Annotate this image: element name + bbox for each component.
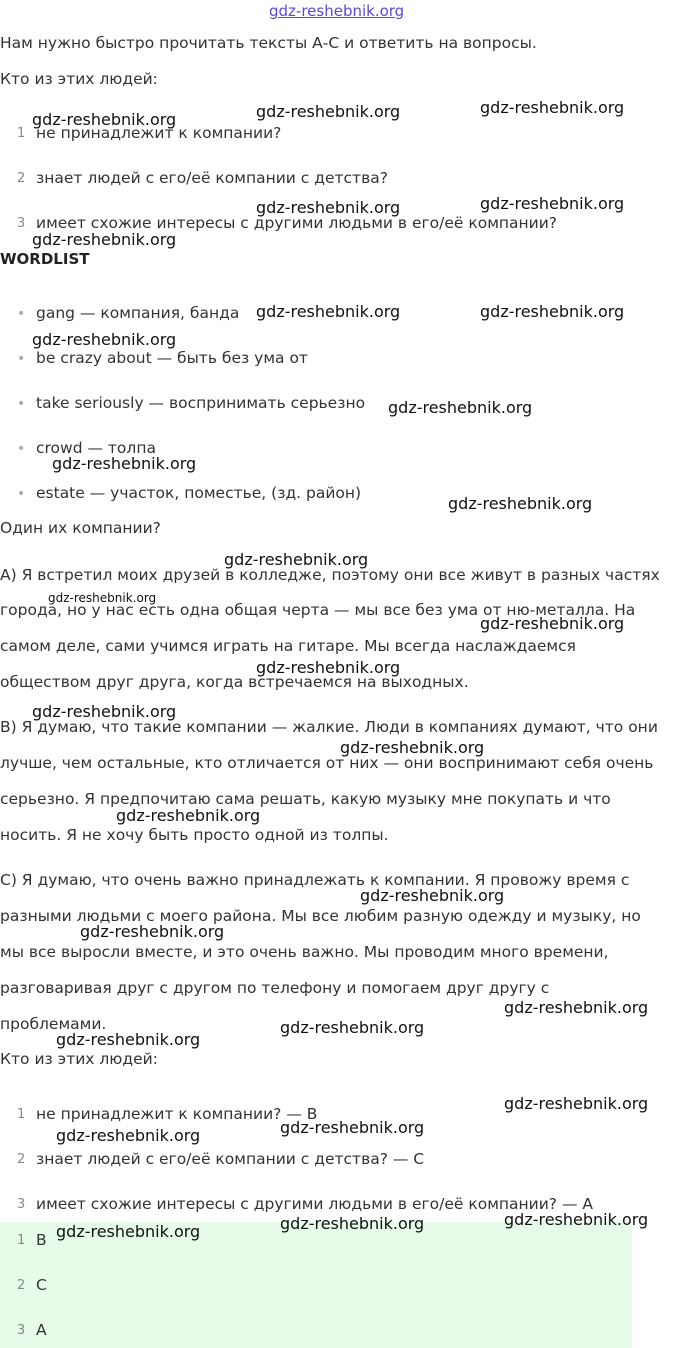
watermark: gdz-reshebnik.org	[504, 1210, 649, 1229]
watermark: gdz-reshebnik.org	[224, 550, 369, 569]
text-c-line: проблемами.	[0, 1015, 107, 1033]
wordlist-title: WORDLIST	[0, 250, 90, 268]
watermark: gdz-reshebnik.org	[32, 110, 177, 129]
final-number: 2	[17, 1278, 26, 1293]
watermark: gdz-reshebnik.org	[448, 494, 593, 513]
text-a-line: A) Я встретил моих друзей в колледже, поэтому они все живут в разных частях	[0, 566, 660, 584]
text-a-line: города, но у нас есть одна общая черта — мы все без ума от ню-металла. На	[0, 601, 636, 619]
watermark: gdz-reshebnik.org	[480, 614, 625, 633]
watermark-top[interactable]: gdz-reshebnik.org	[269, 2, 405, 20]
question-text: имеет схожие интересы с другими людьми в его/её компании?	[36, 214, 558, 232]
final-number: 3	[17, 1323, 26, 1338]
watermark: gdz-reshebnik.org	[480, 194, 625, 213]
watermark: gdz-reshebnik.org	[256, 198, 401, 217]
watermark: gdz-reshebnik.org	[56, 1126, 201, 1145]
bullet-icon: •	[17, 396, 26, 412]
watermark: gdz-reshebnik.org	[280, 1018, 425, 1037]
final-letter: C	[36, 1276, 47, 1294]
watermark: gdz-reshebnik.org	[56, 1222, 201, 1241]
text-b-line: носить. Я не хочу быть просто одной из толпы.	[0, 826, 389, 844]
watermark: gdz-reshebnik.org	[116, 806, 261, 825]
watermark: gdz-reshebnik.org	[280, 1214, 425, 1233]
intro-text: Нам нужно быстро прочитать тексты А-С и ответить на вопросы.	[0, 34, 537, 52]
question-text: не принадлежит к компании?	[36, 124, 282, 142]
watermark: gdz-reshebnik.org	[80, 922, 225, 941]
watermark: gdz-reshebnik.org	[388, 398, 533, 417]
answer-number: 1	[17, 1107, 26, 1122]
answer-text: имеет схожие интересы с другими людьми в его/её компании? — A	[36, 1195, 593, 1213]
text-a-line: обществом друг друга, когда встречаемся на выходных.	[0, 673, 469, 691]
watermark: gdz-reshebnik.org	[480, 98, 625, 117]
watermark: gdz-reshebnik.org	[504, 998, 649, 1017]
watermark: gdz-reshebnik.org	[256, 302, 401, 321]
answers-label: Кто из этих людей:	[0, 1050, 158, 1068]
wordlist-item: take seriously — воспринимать серьезно	[36, 394, 366, 412]
watermark: gdz-reshebnik.org	[52, 454, 197, 473]
answer-text: не принадлежит к компании? — B	[36, 1105, 318, 1123]
watermark: gdz-reshebnik.org	[32, 702, 177, 721]
watermark: gdz-reshebnik.org	[56, 1030, 201, 1049]
watermark: gdz-reshebnik.org	[256, 102, 401, 121]
text-c-line: мы все выросли вместе, и это очень важно. Мы проводим много времени,	[0, 943, 609, 961]
watermark: gdz-reshebnik.org	[280, 1118, 425, 1137]
text-b-line: B) Я думаю, что такие компании — жалкие. Люди в компаниях думают, что они	[0, 718, 658, 736]
text-c-line: разговаривая друг с другом по телефону и помогаем друг другу с	[0, 979, 550, 997]
watermark: gdz-reshebnik.org	[340, 738, 485, 757]
answer-text: знает людей с его/её компании с детства? — C	[36, 1150, 425, 1168]
question-text: знает людей с его/её компании с детства?	[36, 169, 388, 187]
final-number: 1	[17, 1233, 26, 1248]
watermark: gdz-reshebnik.org	[360, 886, 505, 905]
text-c-line: разными людьми с моего района. Мы все любим разную одежду и музыку, но	[0, 907, 641, 925]
bullet-icon: •	[17, 306, 26, 322]
bullet-icon: •	[17, 441, 26, 457]
text-a-line: самом деле, сами учимся играть на гитаре. Мы всегда наслаждаемся	[0, 637, 576, 655]
answer-number: 3	[17, 1197, 26, 1212]
answer-number: 2	[17, 1152, 26, 1167]
watermark: gdz-reshebnik.org	[48, 591, 157, 605]
text-b-line: серьезно. Я предпочитаю сама решать, какую музыку мне покупать и что	[0, 790, 611, 808]
question-number: 2	[17, 171, 26, 186]
wordlist-item: be crazy about — быть без ума от	[36, 349, 308, 367]
final-letter: B	[36, 1231, 47, 1249]
watermark: gdz-reshebnik.org	[256, 658, 401, 677]
wordlist-item: crowd — толпа	[36, 439, 156, 457]
bullet-icon: •	[17, 351, 26, 367]
wordlist-item: estate — участок, поместье, (зд. район)	[36, 484, 362, 502]
final-letter: A	[36, 1321, 47, 1339]
text-c-line: C) Я думаю, что очень важно принадлежать к компании. Я провожу время с	[0, 871, 630, 889]
watermark: gdz-reshebnik.org	[32, 330, 177, 349]
text-b-line: лучше, чем остальные, кто отличается от них — они воспринимают себя очень	[0, 754, 654, 772]
watermark: gdz-reshebnik.org	[32, 230, 177, 249]
question-number: 3	[17, 216, 26, 231]
watermark: gdz-reshebnik.org	[480, 302, 625, 321]
bullet-icon: •	[17, 486, 26, 502]
question-number: 1	[17, 126, 26, 141]
wordlist-item: gang — компания, банда	[36, 304, 240, 322]
who-label: Кто из этих людей:	[0, 70, 158, 88]
watermark: gdz-reshebnik.org	[504, 1094, 649, 1113]
companies-question: Один их компании?	[0, 519, 161, 537]
